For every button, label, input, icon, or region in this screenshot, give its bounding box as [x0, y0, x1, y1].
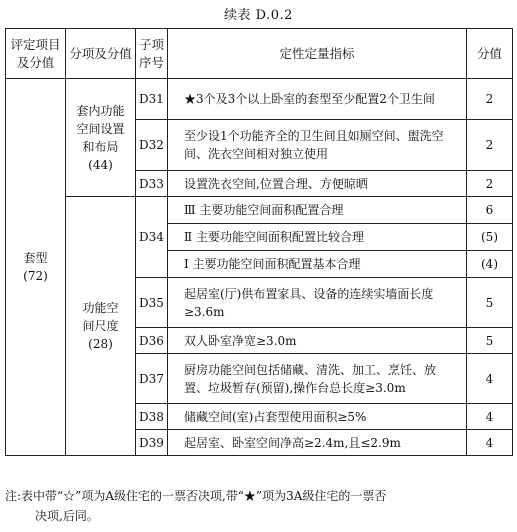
row-code: D37 [136, 354, 168, 404]
row-code: D32 [136, 120, 168, 171]
group-score: (28) [88, 337, 113, 351]
row-code: D39 [136, 430, 168, 456]
row-indicator: Ⅰ 主要功能空间面积配置基本合理 [168, 251, 467, 278]
row-indicator: 至少设1个功能齐全的卫生间且如厕空间、盥洗空间、洗衣空间相对独立使用 [168, 120, 467, 171]
group-name: 功能空间尺度 [82, 301, 119, 333]
group-score: (44) [88, 157, 113, 172]
row-indicator: 起居室、卧室空间净高≥2.4m,且≤2.9m [168, 430, 467, 456]
table-caption: 续表 D.0.2 [224, 8, 293, 23]
row-score: 5 [467, 328, 513, 354]
item-cell [6, 79, 66, 456]
header-row [6, 29, 513, 79]
row-indicator: 储藏空间(室)占套型使用面积≥5% [168, 404, 467, 430]
row-score: 6 [467, 197, 513, 224]
table-row [6, 197, 513, 224]
footnote-line-1: 注:表中带“☆”项为A级住宅的一票否决项,带“★”项为3A级住宅的一票否 [5, 489, 387, 503]
footnote-line-2: 决项,后同。 [35, 509, 99, 523]
item-label: 套型 [23, 251, 48, 265]
table-row [6, 79, 513, 120]
row-code: D34 [136, 197, 168, 278]
row-indicator: 厨房功能空间包括储藏、清洗、加工、烹饪、放置、垃圾暂存(预留),操作台总长度≥3.0m [168, 354, 467, 404]
row-score: 5 [467, 278, 513, 328]
row-score: 4 [467, 404, 513, 430]
header-item: 评定项目及分值 [6, 29, 66, 79]
evaluation-table [5, 28, 513, 456]
row-score: (4) [467, 251, 513, 278]
row-code: D31 [136, 79, 168, 120]
row-indicator: Ⅲ 主要功能空间面积配置合理 [168, 197, 467, 224]
header-group: 分项及分值 [66, 29, 136, 79]
row-indicator: Ⅱ 主要功能空间面积配置比较合理 [168, 224, 467, 251]
row-indicator: 起居室(厅)供布置家具、设备的连续实墙面长度≥3.6m [168, 278, 467, 328]
row-indicator: 设置洗衣空间,位置合理、方便晾晒 [168, 171, 467, 197]
row-score: 2 [467, 79, 513, 120]
group-cell [66, 79, 136, 197]
row-code: D35 [136, 278, 168, 328]
header-score: 分值 [467, 29, 513, 79]
group-cell [66, 197, 136, 456]
row-indicator: 双人卧室净宽≥3.0m [168, 328, 467, 354]
row-indicator: ★3个及3个以上卧室的套型至少配置2个卫生间 [168, 79, 467, 120]
header-indicator: 定性定量指标 [168, 29, 467, 79]
row-code: D33 [136, 171, 168, 197]
row-code: D38 [136, 404, 168, 430]
row-score: 2 [467, 120, 513, 171]
row-score: (5) [467, 224, 513, 251]
footnote [5, 486, 512, 526]
row-score: 4 [467, 430, 513, 456]
item-score: (72) [23, 269, 48, 283]
row-score: 2 [467, 171, 513, 197]
row-code: D36 [136, 328, 168, 354]
row-score: 4 [467, 354, 513, 404]
header-code: 子项序号 [136, 29, 168, 79]
group-name: 套内功能空间设置和布局 [76, 103, 125, 154]
